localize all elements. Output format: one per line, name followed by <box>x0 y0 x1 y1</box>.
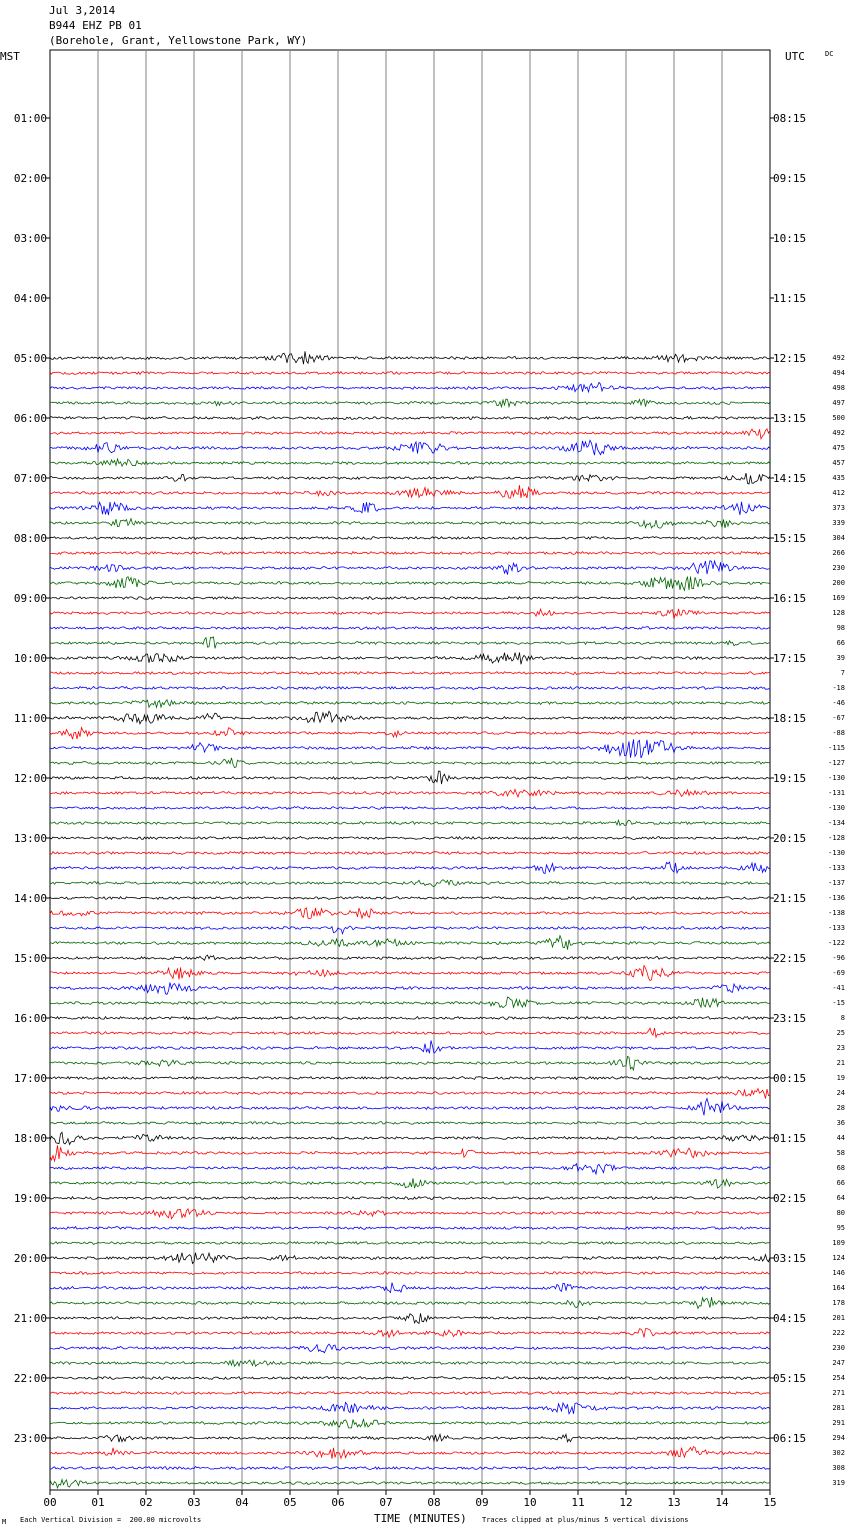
left-hour-label: 06:00 <box>13 412 47 425</box>
dc-offset-label: -18 <box>832 684 845 692</box>
dc-offset-label: -133 <box>828 924 845 932</box>
vertical-division-note: Each Vertical Division = 200.00 microvolts <box>20 1516 202 1524</box>
left-hour-label: 07:00 <box>13 472 47 485</box>
left-hour-label: 05:00 <box>13 352 47 365</box>
dc-offset-label: 164 <box>832 1284 845 1292</box>
left-hour-label: 20:00 <box>13 1252 47 1265</box>
dc-offset-label: -131 <box>828 789 845 797</box>
right-hour-label: 00:15 <box>773 1072 807 1085</box>
seismic-trace <box>50 862 770 874</box>
seismic-trace <box>50 1377 770 1380</box>
seismic-trace <box>50 637 770 649</box>
seismic-trace <box>50 837 770 840</box>
seismic-trace <box>50 440 770 455</box>
dc-offset-label: 21 <box>836 1059 845 1067</box>
left-hour-label: 02:00 <box>13 172 47 185</box>
dc-offset-label: -46 <box>832 699 845 707</box>
x-tick-label: 03 <box>187 1496 201 1509</box>
dc-offset-label: 271 <box>832 1389 845 1397</box>
seismic-trace <box>50 1392 770 1395</box>
dc-offset-label: -41 <box>832 984 845 992</box>
dc-offset-label: 68 <box>836 1164 845 1172</box>
dc-offset-label: 222 <box>832 1329 845 1337</box>
seismic-trace <box>50 1017 770 1020</box>
seismic-trace <box>50 1077 770 1080</box>
dc-offset-label: -96 <box>832 954 845 962</box>
right-hour-label: 19:15 <box>773 772 807 785</box>
x-tick-label: 10 <box>523 1496 537 1509</box>
seismic-trace <box>50 1272 770 1275</box>
x-tick-label: 07 <box>379 1496 393 1509</box>
right-hour-label: 04:15 <box>773 1312 807 1325</box>
right-hour-label: 01:15 <box>773 1132 807 1145</box>
dc-offset-label: 412 <box>832 489 845 497</box>
dc-offset-label: -133 <box>828 864 845 872</box>
seismic-trace <box>50 1041 770 1054</box>
right-hour-label: 06:15 <box>773 1432 807 1445</box>
dc-offset-label: 291 <box>832 1419 845 1427</box>
dc-offset-label: 28 <box>836 1104 845 1112</box>
seismic-trace <box>50 1467 770 1470</box>
dc-offset-label: 500 <box>832 414 845 422</box>
dc-offset-label: -69 <box>832 969 845 977</box>
dc-offset-label: 266 <box>832 549 845 557</box>
left-hour-label: 19:00 <box>13 1192 47 1205</box>
left-hour-label: 10:00 <box>13 652 47 665</box>
dc-offset-label: -137 <box>828 879 845 887</box>
dc-offset-label: -88 <box>832 729 845 737</box>
seismic-trace <box>50 552 770 555</box>
left-timezone-label: MST <box>0 50 20 63</box>
seismic-trace <box>50 771 770 784</box>
right-hour-label: 17:15 <box>773 652 807 665</box>
dc-offset-label: 475 <box>832 444 845 452</box>
seismic-trace <box>50 382 770 392</box>
seismic-trace <box>50 1209 770 1219</box>
dc-offset-label: 498 <box>832 384 845 392</box>
plot-frame <box>50 50 770 1490</box>
dc-offset-label: -115 <box>828 744 845 752</box>
dc-offset-label: 201 <box>832 1314 845 1322</box>
right-hour-label: 18:15 <box>773 712 807 725</box>
x-axis-title: TIME (MINUTES) <box>374 1512 467 1525</box>
seismic-trace <box>50 1089 770 1099</box>
seismic-trace <box>50 1122 770 1125</box>
left-hour-label: 22:00 <box>13 1372 47 1385</box>
dc-offset-label: 302 <box>832 1449 845 1457</box>
right-hour-label: 14:15 <box>773 472 807 485</box>
right-hour-label: 08:15 <box>773 112 807 125</box>
left-hour-label: 09:00 <box>13 592 47 605</box>
dc-offset-label: -130 <box>828 804 845 812</box>
dc-offset-label: 24 <box>836 1089 845 1097</box>
dc-offset-label: -128 <box>828 834 845 842</box>
seismic-trace <box>50 1313 770 1323</box>
seismic-trace <box>50 1329 770 1338</box>
seismic-trace <box>50 711 770 724</box>
seismic-trace <box>50 1402 770 1413</box>
dc-offset-label: 497 <box>832 399 845 407</box>
seismic-trace <box>50 852 770 855</box>
dc-offset-label: 178 <box>832 1299 845 1307</box>
right-timezone-label: UTC <box>785 50 805 63</box>
dc-offset-label: -122 <box>828 939 845 947</box>
seismic-trace <box>50 908 770 919</box>
right-hour-label: 02:15 <box>773 1192 807 1205</box>
left-hour-label: 12:00 <box>13 772 47 785</box>
seismic-trace <box>50 473 770 484</box>
left-hour-label: 04:00 <box>13 292 47 305</box>
seismic-trace <box>50 820 770 826</box>
seismic-trace <box>50 1132 770 1144</box>
seismic-trace <box>50 758 770 768</box>
dc-offset-label: 36 <box>836 1119 845 1127</box>
dc-offset-label: -15 <box>832 999 845 1007</box>
left-hour-label: 14:00 <box>13 892 47 905</box>
seismic-trace <box>50 372 770 375</box>
dc-offset-label: -138 <box>828 909 845 917</box>
dc-offset-label: 39 <box>836 654 845 662</box>
left-hour-label: 23:00 <box>13 1432 47 1445</box>
seismic-trace <box>50 926 770 934</box>
dc-offset-label: -136 <box>828 894 845 902</box>
seismic-trace <box>50 1344 770 1353</box>
dc-offset-label: 19 <box>836 1074 845 1082</box>
seismic-trace <box>50 1056 770 1070</box>
dc-offset-label: 25 <box>836 1029 845 1037</box>
dc-offset-label: 304 <box>832 534 845 542</box>
seismic-trace <box>50 1360 770 1366</box>
seismic-trace <box>50 1419 770 1428</box>
dc-offset-label: 492 <box>832 354 845 362</box>
dc-offset-label: 254 <box>832 1374 845 1382</box>
seismic-trace <box>50 1227 770 1230</box>
left-hour-label: 21:00 <box>13 1312 47 1325</box>
left-hour-label: 03:00 <box>13 232 47 245</box>
seismic-trace <box>50 351 770 364</box>
dc-offset-label: 373 <box>832 504 845 512</box>
dc-offset-label: 44 <box>836 1134 845 1142</box>
right-hour-label: 05:15 <box>773 1372 807 1385</box>
x-tick-label: 08 <box>427 1496 441 1509</box>
dc-offset-label: 64 <box>836 1194 845 1202</box>
dc-offset-label: 435 <box>832 474 845 482</box>
seismic-trace <box>50 880 770 887</box>
right-hour-label: 03:15 <box>773 1252 807 1265</box>
seismic-trace <box>50 502 770 515</box>
seismic-trace <box>50 1297 770 1308</box>
corner-mark: M <box>2 1518 7 1526</box>
seismic-trace <box>50 459 770 466</box>
right-hour-label: 21:15 <box>773 892 807 905</box>
dc-offset-label: 200 <box>832 579 845 587</box>
dc-offset-label: 339 <box>832 519 845 527</box>
seismic-trace <box>50 1434 770 1442</box>
seismic-trace <box>50 672 770 675</box>
dc-label: DC <box>825 50 834 58</box>
dc-offset-label: 23 <box>836 1044 845 1052</box>
seismic-trace <box>50 609 770 619</box>
x-tick-label: 12 <box>619 1496 633 1509</box>
x-tick-label: 01 <box>91 1496 105 1509</box>
dc-offset-label: 230 <box>832 1344 845 1352</box>
seismic-trace <box>50 1242 770 1245</box>
dc-offset-label: 247 <box>832 1359 845 1367</box>
station-location: (Borehole, Grant, Yellowstone Park, WY) <box>49 34 308 47</box>
seismic-trace <box>50 1253 770 1264</box>
dc-offset-label: 230 <box>832 564 845 572</box>
seismic-trace <box>50 936 770 950</box>
dc-offset-label: 457 <box>832 459 845 467</box>
seismic-trace <box>50 1178 770 1188</box>
seismic-trace <box>50 1028 770 1037</box>
plot-date: Jul 3,2014 <box>49 4 116 17</box>
right-hour-label: 22:15 <box>773 952 807 965</box>
right-hour-label: 12:15 <box>773 352 807 365</box>
dc-offset-label: 8 <box>840 1014 845 1022</box>
x-tick-label: 11 <box>571 1496 585 1509</box>
seismic-trace <box>50 955 770 960</box>
right-hour-label: 10:15 <box>773 232 807 245</box>
seismic-trace <box>50 983 770 995</box>
dc-offset-label: 95 <box>836 1224 845 1232</box>
x-tick-label: 05 <box>283 1496 297 1509</box>
dc-offset-label: 492 <box>832 429 845 437</box>
seismic-trace <box>50 897 770 900</box>
dc-offset-label: 128 <box>832 609 845 617</box>
seismic-trace <box>50 537 770 540</box>
seismic-trace <box>50 561 770 575</box>
seismic-trace <box>50 966 770 981</box>
x-tick-label: 00 <box>43 1496 57 1509</box>
dc-offset-label: 294 <box>832 1434 845 1442</box>
dc-offset-label: 66 <box>836 1179 845 1187</box>
dc-offset-label: 80 <box>836 1209 845 1217</box>
seismic-trace <box>50 687 770 690</box>
dc-offset-label: 98 <box>836 624 845 632</box>
left-hour-label: 15:00 <box>13 952 47 965</box>
right-hour-label: 23:15 <box>773 1012 807 1025</box>
right-hour-label: 15:15 <box>773 532 807 545</box>
seismic-trace <box>50 740 770 759</box>
seismic-trace <box>50 1145 770 1161</box>
dc-offset-label: 319 <box>832 1479 845 1487</box>
x-tick-label: 14 <box>715 1496 729 1509</box>
dc-offset-label: -67 <box>832 714 845 722</box>
dc-offset-label: 124 <box>832 1254 845 1262</box>
left-hour-label: 17:00 <box>13 1072 47 1085</box>
dc-offset-label: 7 <box>840 669 845 677</box>
seismic-trace <box>50 1164 770 1174</box>
dc-offset-label: 281 <box>832 1404 845 1412</box>
x-tick-label: 09 <box>475 1496 489 1509</box>
right-hour-label: 16:15 <box>773 592 807 605</box>
left-hour-label: 18:00 <box>13 1132 47 1145</box>
left-hour-label: 08:00 <box>13 532 47 545</box>
x-tick-label: 15 <box>763 1496 777 1509</box>
left-hour-label: 01:00 <box>13 112 47 125</box>
seismic-trace <box>50 700 770 708</box>
dc-offset-label: -127 <box>828 759 845 767</box>
dc-offset-label: -130 <box>828 849 845 857</box>
dc-offset-label: 169 <box>832 594 845 602</box>
seismic-trace <box>50 399 770 407</box>
seismic-trace <box>50 417 770 420</box>
seismic-trace <box>50 627 770 630</box>
seismic-trace <box>50 597 770 600</box>
seismic-trace <box>50 807 770 810</box>
dc-offset-label: -134 <box>828 819 845 827</box>
seismic-trace <box>50 519 770 529</box>
seismic-trace <box>50 1099 770 1116</box>
seismic-trace <box>50 653 770 665</box>
seismic-trace <box>50 485 770 498</box>
seismic-trace <box>50 1447 770 1459</box>
seismic-trace <box>50 1283 770 1293</box>
seismic-trace <box>50 429 770 439</box>
seismic-trace <box>50 1197 770 1200</box>
left-hour-label: 11:00 <box>13 712 47 725</box>
seismic-trace <box>50 1480 770 1488</box>
x-tick-label: 13 <box>667 1496 681 1509</box>
dc-offset-label: 58 <box>836 1149 845 1157</box>
right-hour-label: 20:15 <box>773 832 807 845</box>
right-hour-label: 11:15 <box>773 292 807 305</box>
dc-offset-label: 109 <box>832 1239 845 1247</box>
station-name: B944 EHZ PB 01 <box>49 19 142 32</box>
left-hour-label: 13:00 <box>13 832 47 845</box>
seismic-trace <box>50 728 770 740</box>
dc-offset-label: -130 <box>828 774 845 782</box>
clipping-note: Traces clipped at plus/minus 5 vertical divisions <box>482 1516 689 1524</box>
right-hour-label: 13:15 <box>773 412 807 425</box>
seismic-trace <box>50 789 770 797</box>
x-tick-label: 02 <box>139 1496 153 1509</box>
dc-offset-label: 66 <box>836 639 845 647</box>
x-tick-label: 04 <box>235 1496 249 1509</box>
dc-offset-label: 146 <box>832 1269 845 1277</box>
right-hour-label: 09:15 <box>773 172 807 185</box>
dc-offset-label: 308 <box>832 1464 845 1472</box>
seismic-trace <box>50 577 770 591</box>
dc-offset-label: 494 <box>832 369 845 377</box>
x-tick-label: 06 <box>331 1496 345 1509</box>
seismic-trace <box>50 997 770 1008</box>
left-hour-label: 16:00 <box>13 1012 47 1025</box>
